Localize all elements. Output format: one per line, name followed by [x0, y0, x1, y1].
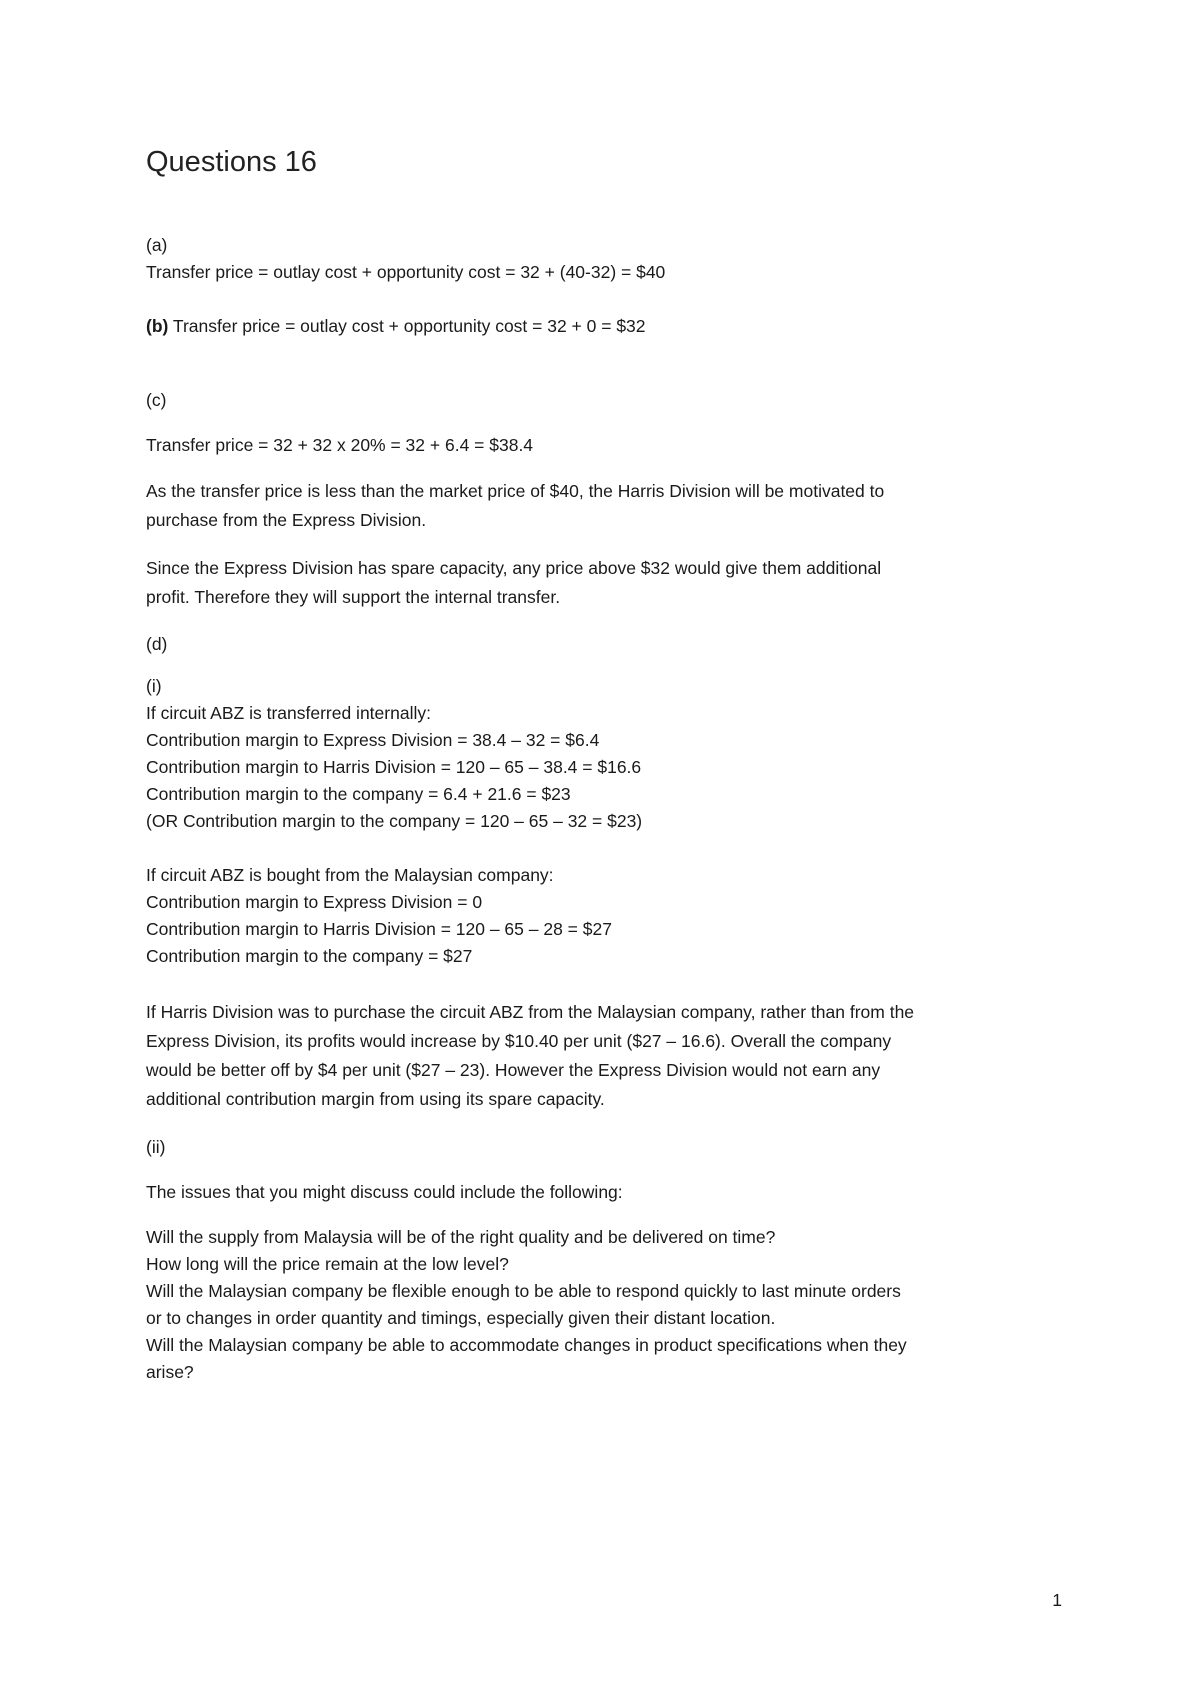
part-c-para2-line2: profit. Therefore they will support the internal transfer. — [146, 587, 561, 607]
issue-line-1: Will the supply from Malaysia will be of the right quality and be delivered on time? — [146, 1227, 776, 1247]
part-b-formula: Transfer price = outlay cost + opportunity cost = 32 + 0 = $32 — [168, 316, 646, 336]
external-heading: If circuit ABZ is bought from the Malaysian company: — [146, 865, 554, 885]
external-line-2: Contribution margin to Harris Division = 120 – 65 – 28 = $27 — [146, 919, 612, 939]
part-c-para2-line1: Since the Express Division has spare capacity, any price above $32 would give them additional — [146, 558, 882, 578]
issue-line-4b: arise? — [146, 1362, 194, 1382]
internal-line-2: Contribution margin to Harris Division = 120 – 65 – 38.4 = $16.6 — [146, 757, 642, 777]
summary-line-2: Express Division, its profits would increase by $10.40 per unit ($27 – 16.6). Overall the company — [146, 1031, 892, 1051]
page-title: Questions 16 — [146, 146, 317, 178]
external-line-3: Contribution margin to the company = $27 — [146, 946, 473, 966]
issue-line-3b: or to changes in order quantity and timings, especially given their distant location. — [146, 1308, 776, 1328]
part-c-formula: Transfer price = 32 + 32 x 20% = 32 + 6.4 = $38.4 — [146, 435, 534, 455]
summary-line-1: If Harris Division was to purchase the circuit ABZ from the Malaysian company, rather than from the — [146, 1002, 915, 1022]
summary-line-3: would be better off by $4 per unit ($27 – 23). However the Express Division would not earn any — [146, 1060, 881, 1080]
internal-line-1: Contribution margin to Express Division = 38.4 – 32 = $6.4 — [146, 730, 600, 750]
part-d-ii-label: (ii) — [146, 1137, 166, 1157]
summary-line-4: additional contribution margin from using its spare capacity. — [146, 1089, 605, 1109]
issue-line-2: How long will the price remain at the low level? — [146, 1254, 509, 1274]
page-number: 1 — [1052, 1590, 1062, 1610]
part-c-label: (c) — [146, 390, 167, 410]
part-d-label: (d) — [146, 634, 168, 654]
part-b-label: (b) — [146, 316, 169, 336]
part-a-label: (a) — [146, 235, 168, 255]
internal-line-4: (OR Contribution margin to the company = 120 – 65 – 32 = $23) — [146, 811, 643, 831]
internal-heading: If circuit ABZ is transferred internally: — [146, 703, 431, 723]
part-c-para1-line1: As the transfer price is less than the market price of $40, the Harris Division will be motivated to — [146, 481, 885, 501]
internal-line-3: Contribution margin to the company = 6.4 + 21.6 = $23 — [146, 784, 571, 804]
issues-intro: The issues that you might discuss could include the following: — [146, 1182, 623, 1202]
part-d-i-label: (i) — [146, 676, 162, 696]
part-b-line — [146, 313, 646, 340]
part-c-para1-line2: purchase from the Express Division. — [146, 510, 427, 530]
issue-line-4a: Will the Malaysian company be able to accommodate changes in product specifications when they — [146, 1335, 907, 1355]
external-line-1: Contribution margin to Express Division = 0 — [146, 892, 483, 912]
part-a-formula: Transfer price = outlay cost + opportunity cost = 32 + (40-32) = $40 — [146, 262, 666, 282]
issue-line-3a: Will the Malaysian company be flexible enough to be able to respond quickly to last minute orders — [146, 1281, 901, 1301]
